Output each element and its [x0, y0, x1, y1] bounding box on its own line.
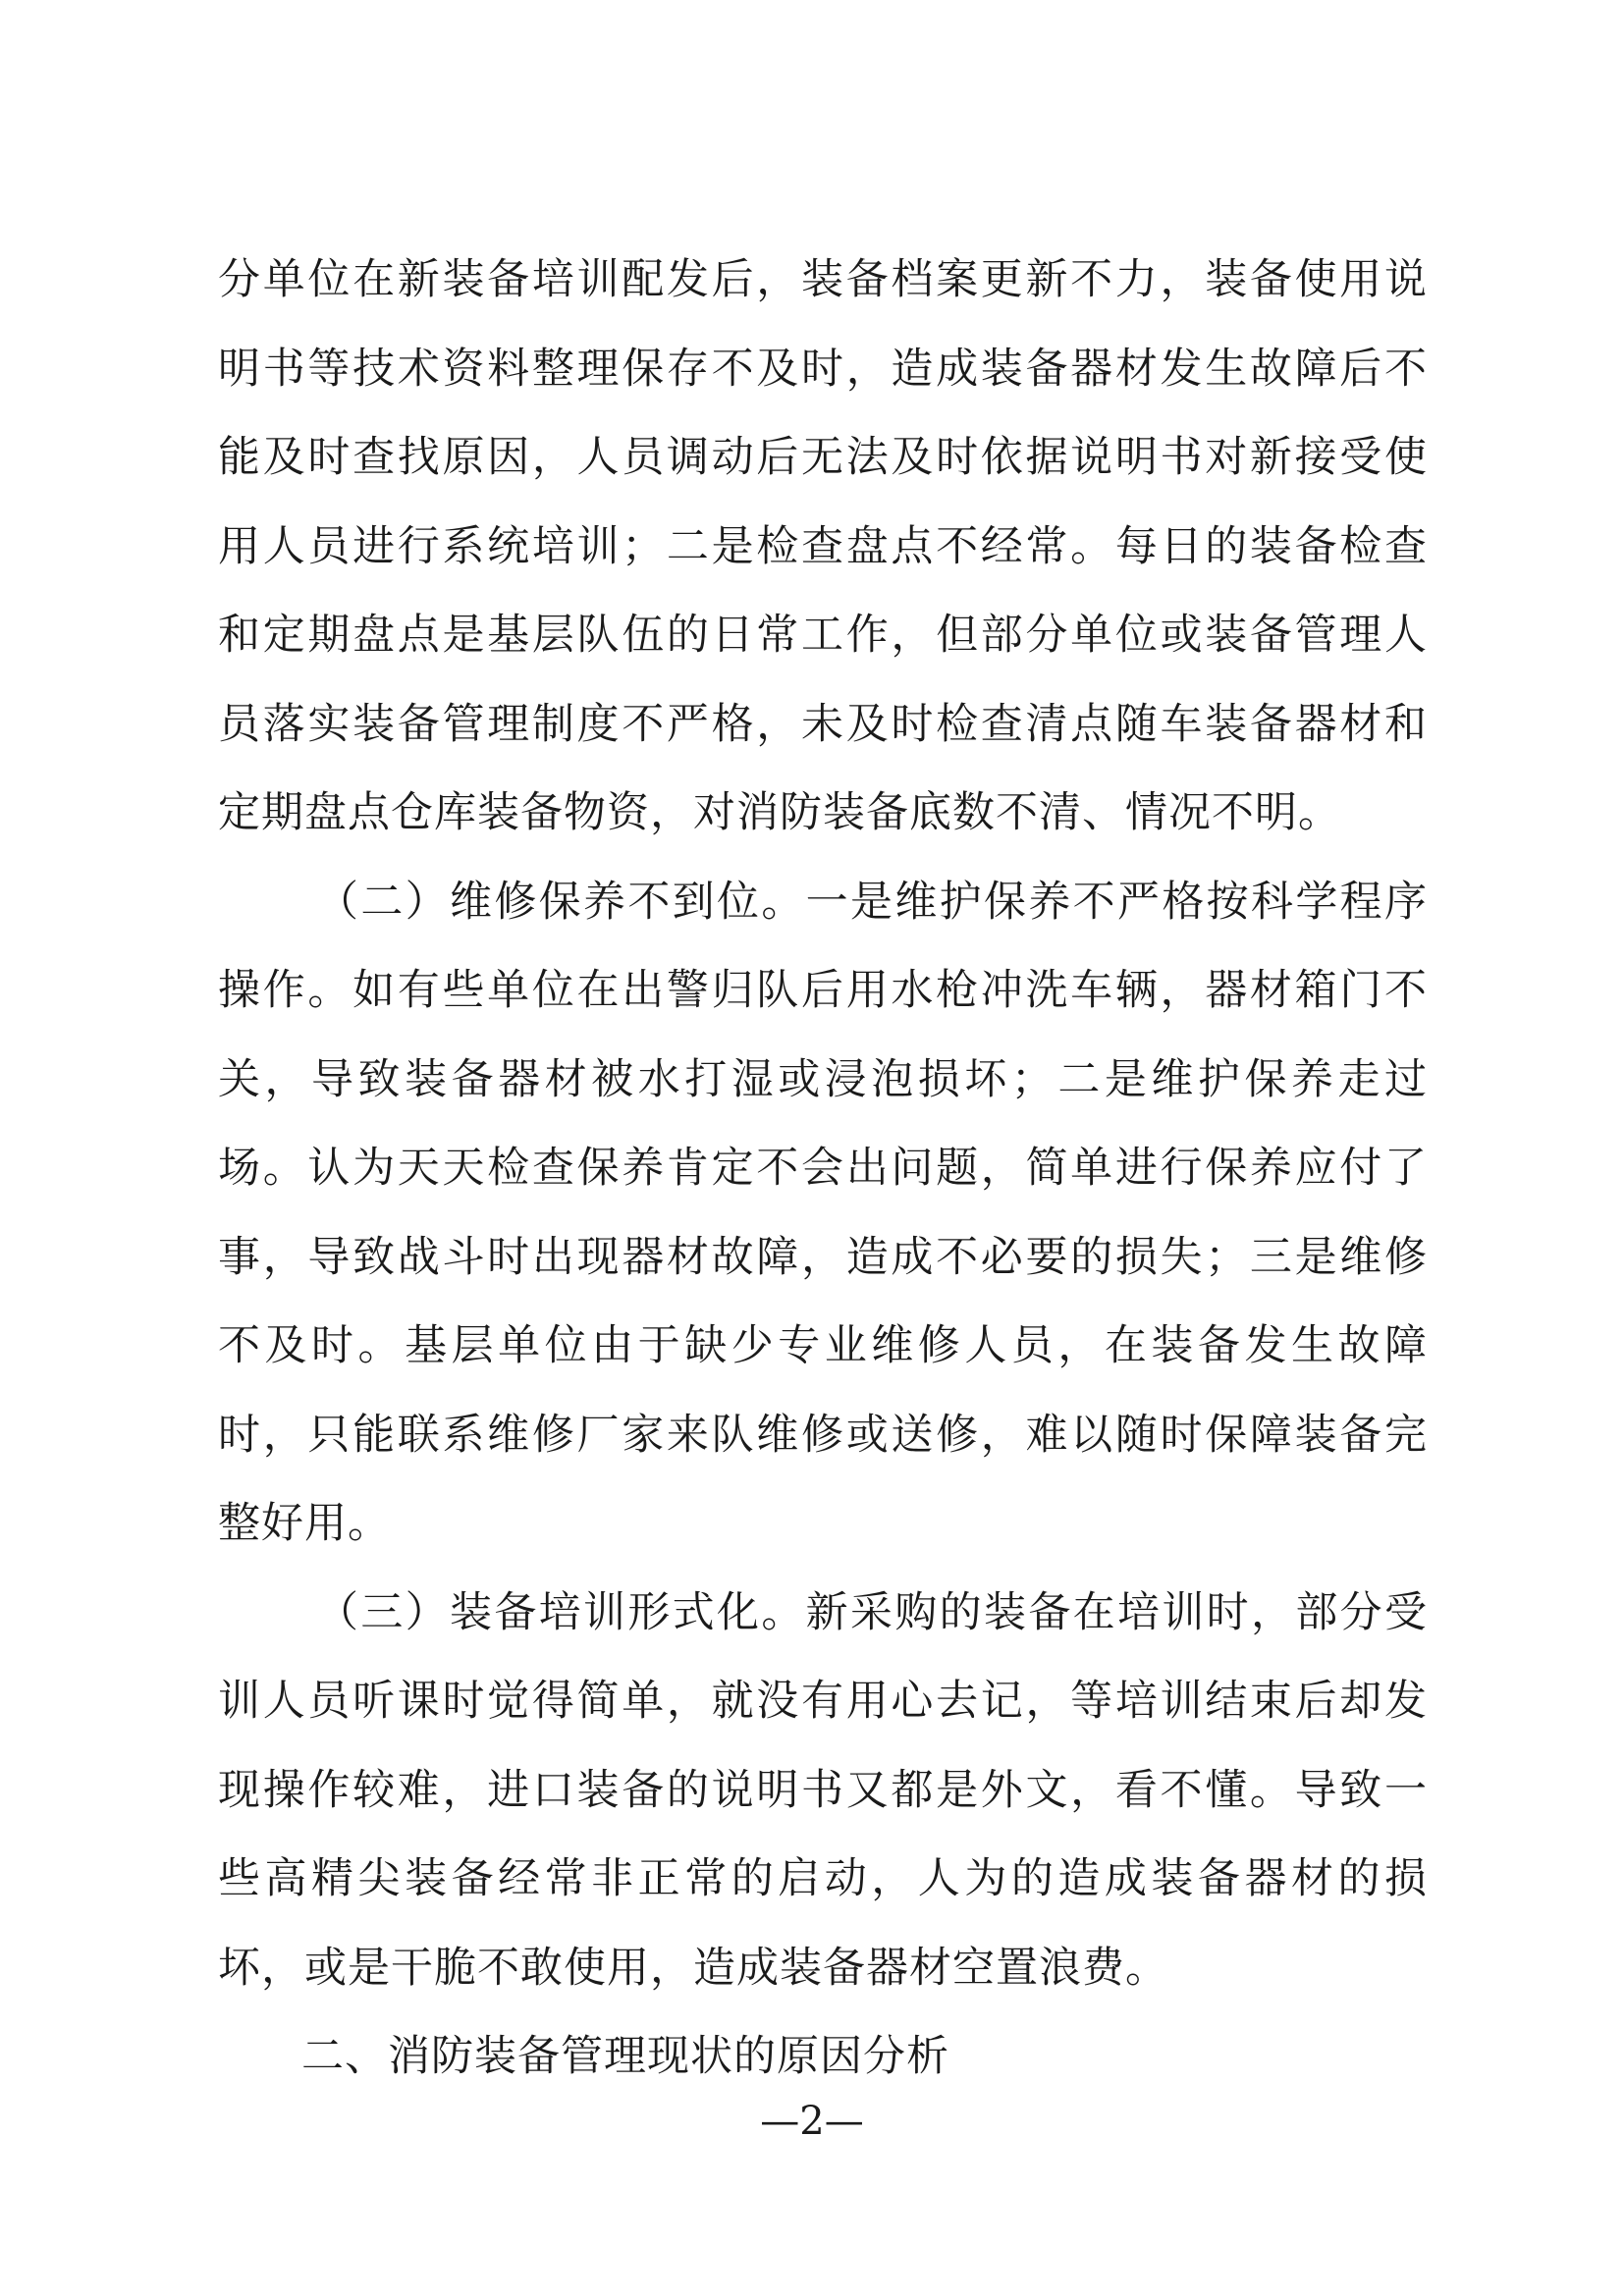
page-number: —2—	[760, 2099, 864, 2144]
paragraph-line: 定期盘点仓库装备物资，对消防装备底数不清、情况不明。	[218, 788, 1341, 837]
paragraph-line: 事，导致战斗时出现器材故障，造成不必要的损失；三是维修	[218, 1232, 1428, 1282]
paragraph-line: 用人员进行系统培训；二是检查盘点不经常。每日的装备检查	[218, 521, 1428, 571]
paragraph-line: 场。认为天天检查保养肯定不会出问题，简单进行保养应付了	[218, 1144, 1428, 1193]
section-heading-line: （三）装备培训形式化。新采购的装备在培训时，部分受	[316, 1587, 1428, 1637]
paragraph-line: 训人员听课时觉得简单，就没有用心去记，等培训结束后却发	[218, 1677, 1428, 1726]
paragraph-line: 操作。如有些单位在出警归队后用水枪冲洗车辆，器材箱门不	[218, 966, 1428, 1015]
paragraph-line: 不及时。基层单位由于缺少专业维修人员，在装备发生故障	[218, 1321, 1428, 1370]
chapter-heading-line: 二、消防装备管理现状的原因分析	[301, 2032, 949, 2081]
paragraph-line: 整好用。	[218, 1499, 391, 1548]
section-heading-line: （二）维修保养不到位。一是维护保养不严格按科学程序	[316, 877, 1428, 927]
paragraph-line: 分单位在新装备培训配发后，装备档案更新不力，装备使用说	[218, 255, 1428, 304]
paragraph-line: 和定期盘点是基层队伍的日常工作，但部分单位或装备管理人	[218, 611, 1428, 660]
paragraph-line: 些高精尖装备经常非正常的启动，人为的造成装备器材的损	[218, 1854, 1428, 1903]
paragraph-line: 明书等技术资料整理保存不及时，造成装备器材发生故障后不	[218, 344, 1428, 394]
paragraph-line: 能及时查找原因，人员调动后无法及时依据说明书对新接受使	[218, 433, 1428, 482]
paragraph-line: 坏，或是干脆不敢使用，造成装备器材空置浪费。	[218, 1943, 1168, 1993]
paragraph-line: 关，导致装备器材被水打湿或浸泡损坏；二是维护保养走过	[218, 1054, 1428, 1104]
paragraph-line: 时，只能联系维修厂家来队维修或送修，难以随时保障装备完	[218, 1410, 1428, 1460]
paragraph-line: 员落实装备管理制度不严格，未及时检查清点随车装备器材和	[218, 699, 1428, 749]
document-body	[218, 236, 1428, 2102]
paragraph-line: 现操作较难，进口装备的说明书又都是外文，看不懂。导致一	[218, 1765, 1428, 1815]
